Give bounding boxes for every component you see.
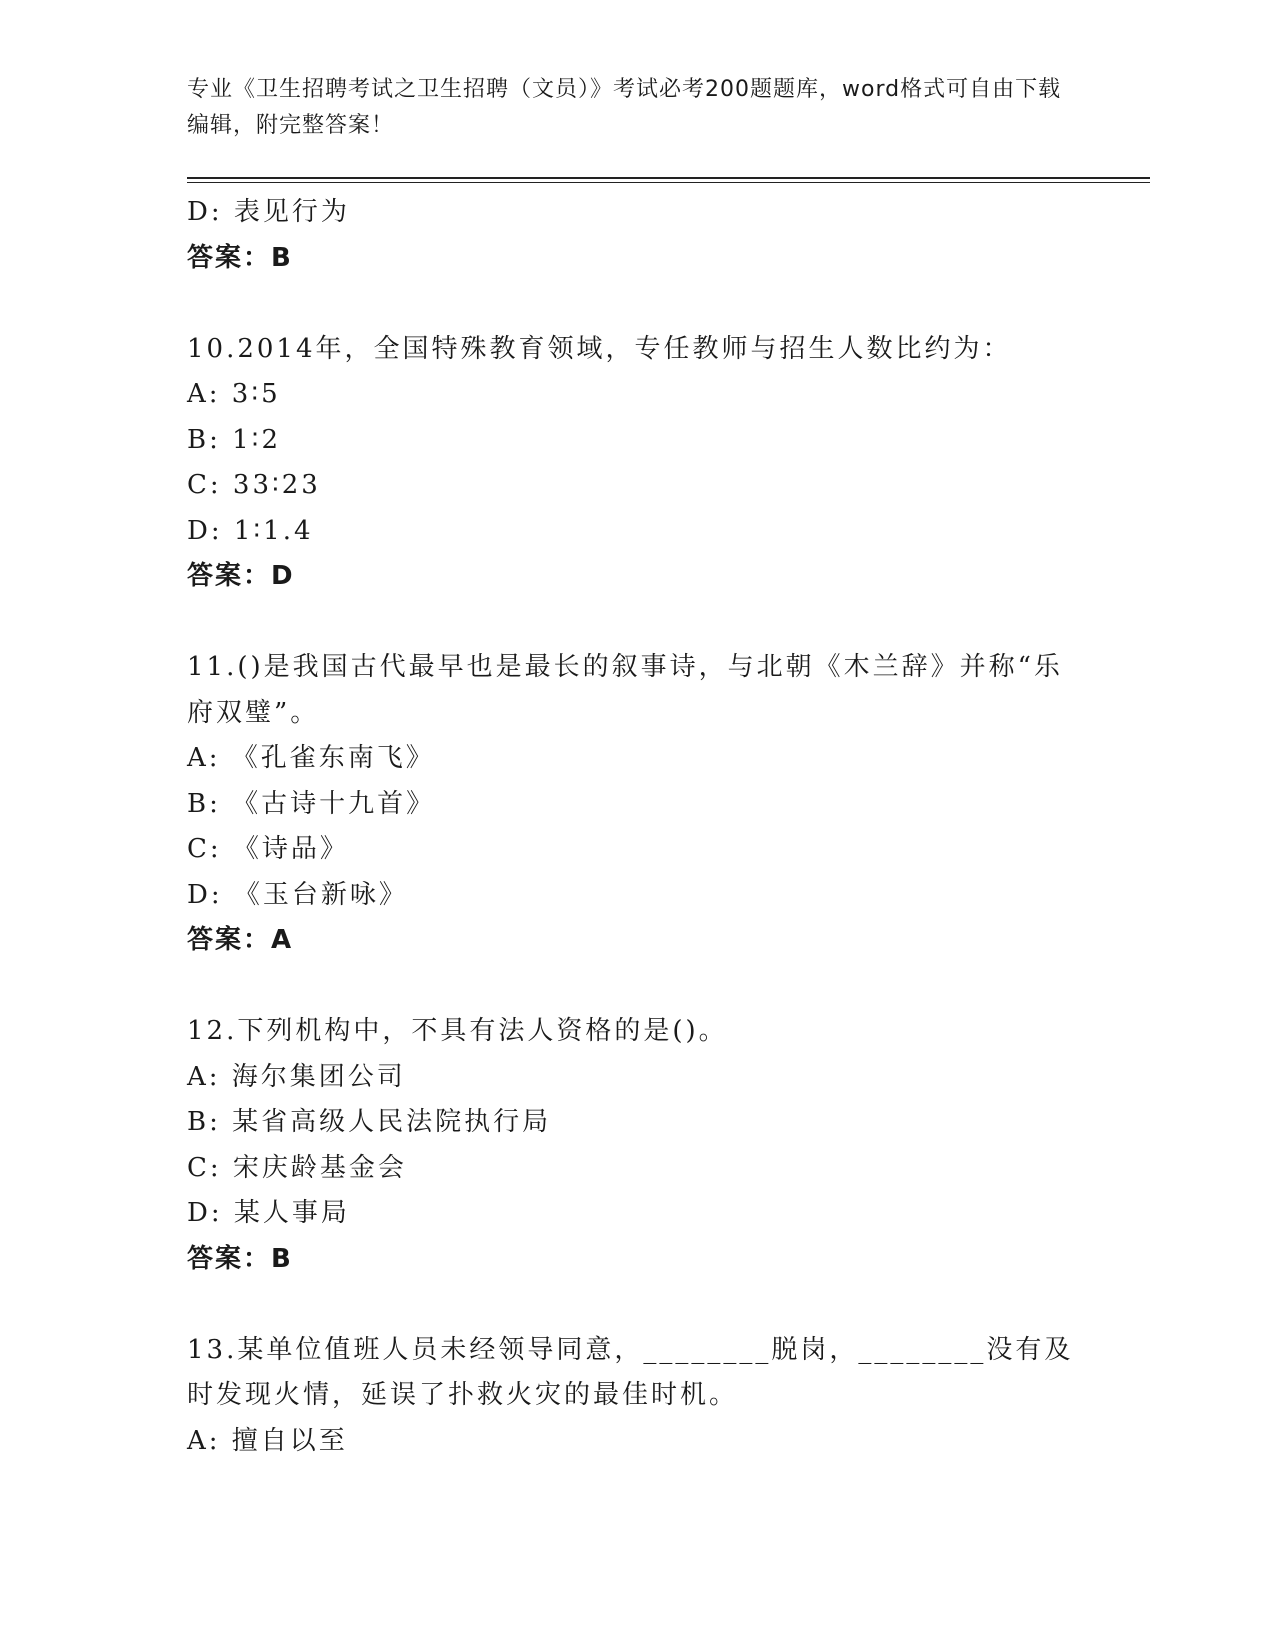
question-block [187, 645, 1087, 964]
spacer [187, 1282, 1087, 1328]
question-block [187, 327, 1087, 600]
option-b: B: 某省高级人民法院执行局 [187, 1107, 552, 1137]
answer-line: 答案：B [187, 1243, 293, 1274]
question-text: 11.()是我国古代最早也是最长的叙事诗，与北朝《木兰辞》并称“乐府双璧”。 [187, 652, 1063, 728]
option-a: A: 《孔雀东南飞》 [187, 743, 435, 773]
header-divider-thick [187, 177, 1150, 179]
option-c: C: 宋庆龄基金会 [187, 1152, 407, 1183]
question-text: 13.某单位值班人员未经领导同意，________脱岗，________没有及时发现火情，延误了扑救火灾的最佳时机。 [187, 1334, 1074, 1410]
answer-line: 答案：B [187, 242, 293, 273]
question-block [187, 1009, 1087, 1282]
answer-line: 答案：D [187, 561, 295, 591]
question-text: 12.下列机构中，不具有法人资格的是()。 [187, 1016, 728, 1046]
header-divider-thin [187, 182, 1150, 183]
question-text: 10.2014年，全国特殊教育领域，专任教师与招生人数比约为： [187, 333, 1012, 364]
option-d: D: 1∶1.4 [187, 515, 314, 546]
spacer [187, 281, 1087, 327]
option-c: C: 33∶23 [187, 470, 321, 500]
document-body [187, 190, 1087, 1464]
option-a: A: 擅自以至 [187, 1425, 348, 1456]
option-c: C: 《诗品》 [187, 834, 349, 864]
answer-line: 答案：A [187, 925, 294, 955]
spacer [187, 964, 1087, 1010]
spacer [187, 600, 1087, 646]
page-header: 专业《卫生招聘考试之卫生招聘（文员）》考试必考200题题库，word格式可自由下载编辑，附完整答案！ [187, 77, 1062, 138]
option-d: D: 表见行为 [187, 197, 350, 227]
option-d: D: 《玉台新咏》 [187, 879, 408, 910]
option-a: A: 3∶5 [187, 379, 281, 409]
option-b: B: 1∶2 [187, 424, 281, 455]
option-a: A: 海尔集团公司 [187, 1061, 406, 1092]
option-b: B: 《古诗十九首》 [187, 788, 436, 819]
question-block [187, 1328, 1087, 1465]
option-d: D: 某人事局 [187, 1198, 350, 1228]
